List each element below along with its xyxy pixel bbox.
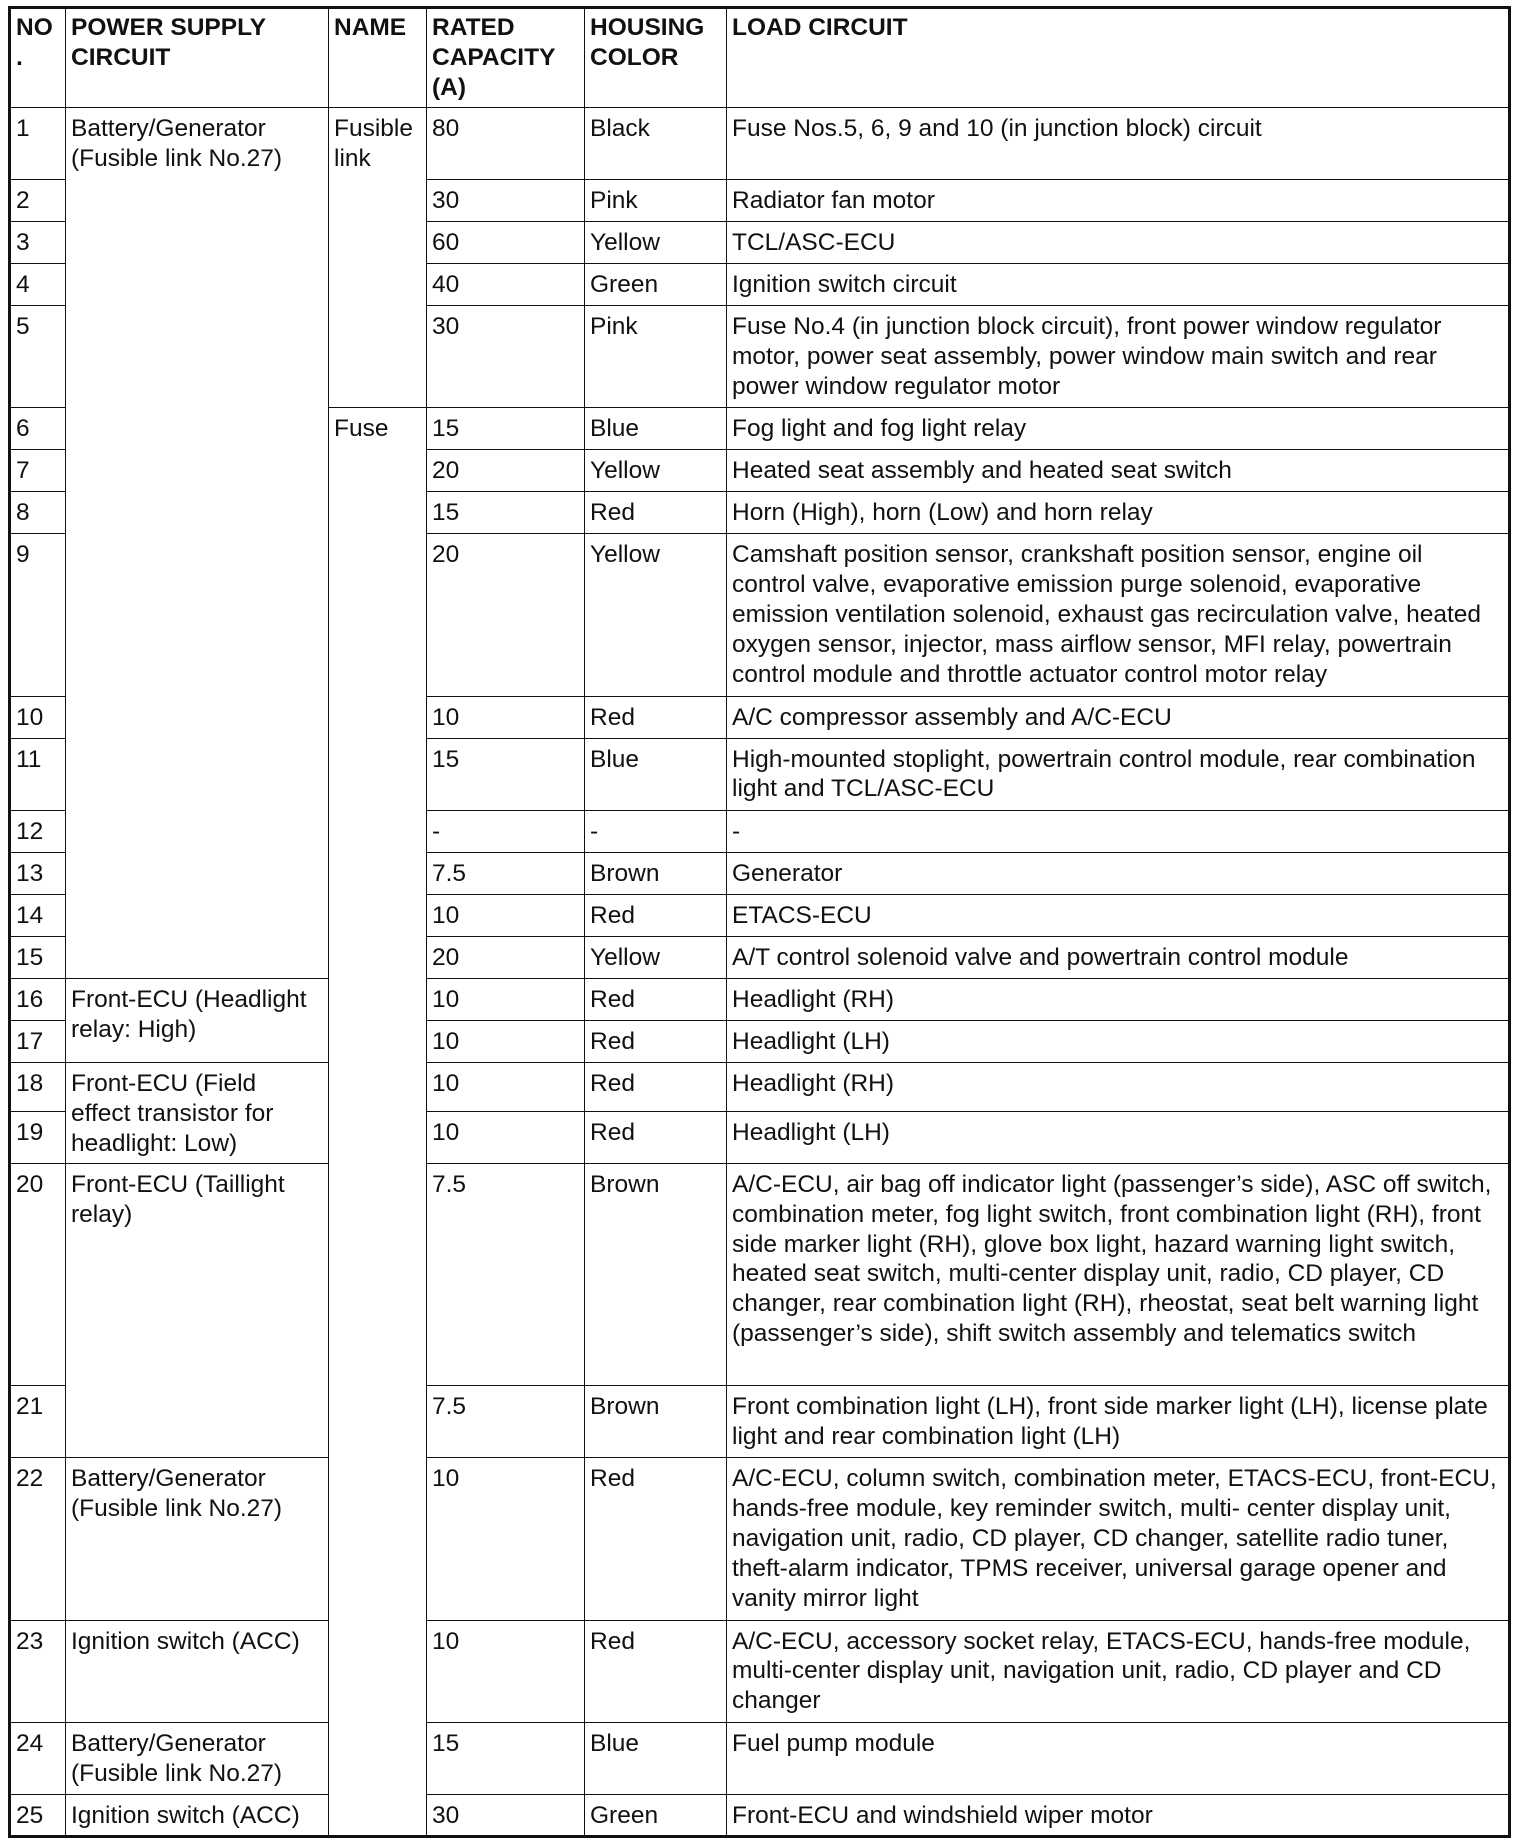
cell-load: Headlight (LH) — [727, 1111, 1510, 1163]
cell-color: Yellow — [585, 221, 727, 263]
cell-color: Blue — [585, 1722, 727, 1794]
header-rated-capacity: RATED CAPACITY (A) — [427, 8, 585, 108]
cell-capacity: 10 — [427, 696, 585, 738]
cell-load: A/C-ECU, accessory socket relay, ETACS-ECU, hands-free module, multi-center display unit, navigation unit, radio, CD player and CD changer — [727, 1620, 1510, 1722]
cell-color: Pink — [585, 179, 727, 221]
cell-load: TCL/ASC-ECU — [727, 221, 1510, 263]
cell-capacity: 7.5 — [427, 1163, 585, 1385]
cell-capacity: 15 — [427, 408, 585, 450]
cell-no: 3 — [10, 221, 66, 263]
cell-capacity: 10 — [427, 978, 585, 1020]
cell-color: - — [585, 810, 727, 852]
cell-no: 24 — [10, 1722, 66, 1794]
cell-capacity: 10 — [427, 1620, 585, 1722]
cell-load: Headlight (RH) — [727, 978, 1510, 1020]
cell-no: 15 — [10, 936, 66, 978]
cell-capacity: 30 — [427, 305, 585, 407]
cell-capacity: 7.5 — [427, 852, 585, 894]
header-name: NAME — [329, 8, 427, 108]
cell-color: Brown — [585, 1163, 727, 1385]
cell-color: Yellow — [585, 936, 727, 978]
cell-capacity: 60 — [427, 221, 585, 263]
cell-power-supply-circuit: Ignition switch (ACC) — [66, 1794, 329, 1836]
cell-color: Red — [585, 492, 727, 534]
table-row — [10, 1063, 1510, 1112]
cell-load: - — [727, 810, 1510, 852]
cell-capacity: 10 — [427, 894, 585, 936]
cell-no: 2 — [10, 179, 66, 221]
cell-capacity: 30 — [427, 179, 585, 221]
cell-color: Blue — [585, 408, 727, 450]
cell-no: 22 — [10, 1458, 66, 1620]
cell-no: 16 — [10, 978, 66, 1020]
cell-capacity: 10 — [427, 1021, 585, 1063]
cell-load: ETACS-ECU — [727, 894, 1510, 936]
cell-capacity: 10 — [427, 1458, 585, 1620]
cell-capacity: 40 — [427, 263, 585, 305]
cell-capacity: 7.5 — [427, 1386, 585, 1458]
cell-no: 19 — [10, 1111, 66, 1163]
cell-load: Front combination light (LH), front side marker light (LH), license plate light and rear combination light (LH) — [727, 1386, 1510, 1458]
cell-load: Generator — [727, 852, 1510, 894]
cell-no: 18 — [10, 1063, 66, 1112]
cell-color: Pink — [585, 305, 727, 407]
header-load-circuit: LOAD CIRCUIT — [727, 8, 1510, 108]
cell-capacity: 10 — [427, 1111, 585, 1163]
table-row — [10, 1794, 1510, 1836]
cell-load: Fog light and fog light relay — [727, 408, 1510, 450]
cell-no: 5 — [10, 305, 66, 407]
cell-color: Red — [585, 696, 727, 738]
cell-capacity: 15 — [427, 1722, 585, 1794]
cell-capacity: 20 — [427, 534, 585, 696]
cell-no: 23 — [10, 1620, 66, 1722]
cell-color: Yellow — [585, 534, 727, 696]
header-no: NO. — [10, 8, 66, 108]
header-power-supply-circuit: POWER SUPPLY CIRCUIT — [66, 8, 329, 108]
cell-capacity: 10 — [427, 1063, 585, 1112]
cell-capacity: 20 — [427, 936, 585, 978]
header-housing-color: HOUSING COLOR — [585, 8, 727, 108]
cell-name-fusible-link: Fusible link — [329, 107, 427, 407]
cell-color: Green — [585, 1794, 727, 1836]
cell-color: Red — [585, 894, 727, 936]
cell-no: 4 — [10, 263, 66, 305]
cell-load: A/C-ECU, air bag off indicator light (passenger’s side), ASC off switch, combination meter, fog light switch, front combination light (RH), front side marker light (RH), glove box light, hazard warning light switch, heated seat switch, multi-center display unit, radio, CD player, CD changer, rear combination light (RH), rheostat, seat belt warning light (passenger’s side), shift switch assembly and telematics switch — [727, 1163, 1510, 1385]
table-row — [10, 107, 1510, 179]
cell-capacity: - — [427, 810, 585, 852]
cell-load: Heated seat assembly and heated seat switch — [727, 450, 1510, 492]
cell-no: 9 — [10, 534, 66, 696]
cell-power-supply-circuit: Front-ECU (Taillight relay) — [66, 1163, 329, 1457]
table-row — [10, 1163, 1510, 1385]
cell-color: Red — [585, 1458, 727, 1620]
cell-load: Fuel pump module — [727, 1722, 1510, 1794]
cell-color: Red — [585, 1620, 727, 1722]
cell-color: Black — [585, 107, 727, 179]
cell-no: 21 — [10, 1386, 66, 1458]
cell-load: Fuse Nos.5, 6, 9 and 10 (in junction block) circuit — [727, 107, 1510, 179]
cell-load: Headlight (RH) — [727, 1063, 1510, 1112]
cell-no: 12 — [10, 810, 66, 852]
cell-capacity: 15 — [427, 492, 585, 534]
cell-power-supply-circuit: Battery/Generator (Fusible link No.27) — [66, 107, 329, 978]
cell-load: A/C-ECU, column switch, combination meter, ETACS-ECU, front-ECU, hands-free module, key reminder switch, multi- center display unit, navigation unit, radio, CD player, CD changer, satellite radio tuner, theft-alarm indicator, TPMS receiver, universal garage opener and vanity mirror light — [727, 1458, 1510, 1620]
cell-color: Brown — [585, 1386, 727, 1458]
cell-load: Horn (High), horn (Low) and horn relay — [727, 492, 1510, 534]
cell-no: 10 — [10, 696, 66, 738]
cell-load: A/T control solenoid valve and powertrain control module — [727, 936, 1510, 978]
cell-no: 17 — [10, 1021, 66, 1063]
cell-no: 6 — [10, 408, 66, 450]
cell-capacity: 80 — [427, 107, 585, 179]
cell-no: 8 — [10, 492, 66, 534]
cell-load: Fuse No.4 (in junction block circuit), front power window regulator motor, power seat assembly, power window main switch and rear power window regulator motor — [727, 305, 1510, 407]
cell-no: 14 — [10, 894, 66, 936]
cell-color: Yellow — [585, 450, 727, 492]
cell-no: 20 — [10, 1163, 66, 1385]
cell-color: Blue — [585, 738, 727, 810]
cell-no: 1 — [10, 107, 66, 179]
table-row — [10, 978, 1510, 1020]
cell-power-supply-circuit: Battery/Generator (Fusible link No.27) — [66, 1458, 329, 1620]
cell-no: 11 — [10, 738, 66, 810]
cell-color: Red — [585, 1111, 727, 1163]
cell-no: 25 — [10, 1794, 66, 1836]
table-row — [10, 1620, 1510, 1722]
header-row — [10, 8, 1510, 108]
cell-power-supply-circuit: Ignition switch (ACC) — [66, 1620, 329, 1722]
cell-color: Brown — [585, 852, 727, 894]
cell-load: Headlight (LH) — [727, 1021, 1510, 1063]
cell-capacity: 15 — [427, 738, 585, 810]
cell-capacity: 30 — [427, 1794, 585, 1836]
cell-load: Camshaft position sensor, crankshaft position sensor, engine oil control valve, evaporative emission purge solenoid, evaporative emission ventilation solenoid, exhaust gas recirculation valve, heated oxygen sensor, injector, mass airflow sensor, MFI relay, powertrain control module and throttle actuator control motor relay — [727, 534, 1510, 696]
cell-load: Radiator fan motor — [727, 179, 1510, 221]
cell-capacity: 20 — [427, 450, 585, 492]
cell-power-supply-circuit: Front-ECU (Field effect transistor for headlight: Low) — [66, 1063, 329, 1164]
cell-no: 7 — [10, 450, 66, 492]
cell-load: A/C compressor assembly and A/C-ECU — [727, 696, 1510, 738]
cell-power-supply-circuit: Battery/Generator (Fusible link No.27) — [66, 1722, 329, 1794]
cell-color: Red — [585, 1021, 727, 1063]
cell-load: High-mounted stoplight, powertrain control module, rear combination light and TCL/ASC-ECU — [727, 738, 1510, 810]
cell-color: Red — [585, 978, 727, 1020]
cell-power-supply-circuit: Front-ECU (Headlight relay: High) — [66, 978, 329, 1062]
cell-no: 13 — [10, 852, 66, 894]
cell-color: Green — [585, 263, 727, 305]
table-row — [10, 1722, 1510, 1794]
table-row — [10, 1458, 1510, 1620]
cell-name-fuse: Fuse — [329, 408, 427, 1837]
fuse-table — [8, 6, 1511, 1838]
cell-color: Red — [585, 1063, 727, 1112]
cell-load: Ignition switch circuit — [727, 263, 1510, 305]
cell-load: Front-ECU and windshield wiper motor — [727, 1794, 1510, 1836]
